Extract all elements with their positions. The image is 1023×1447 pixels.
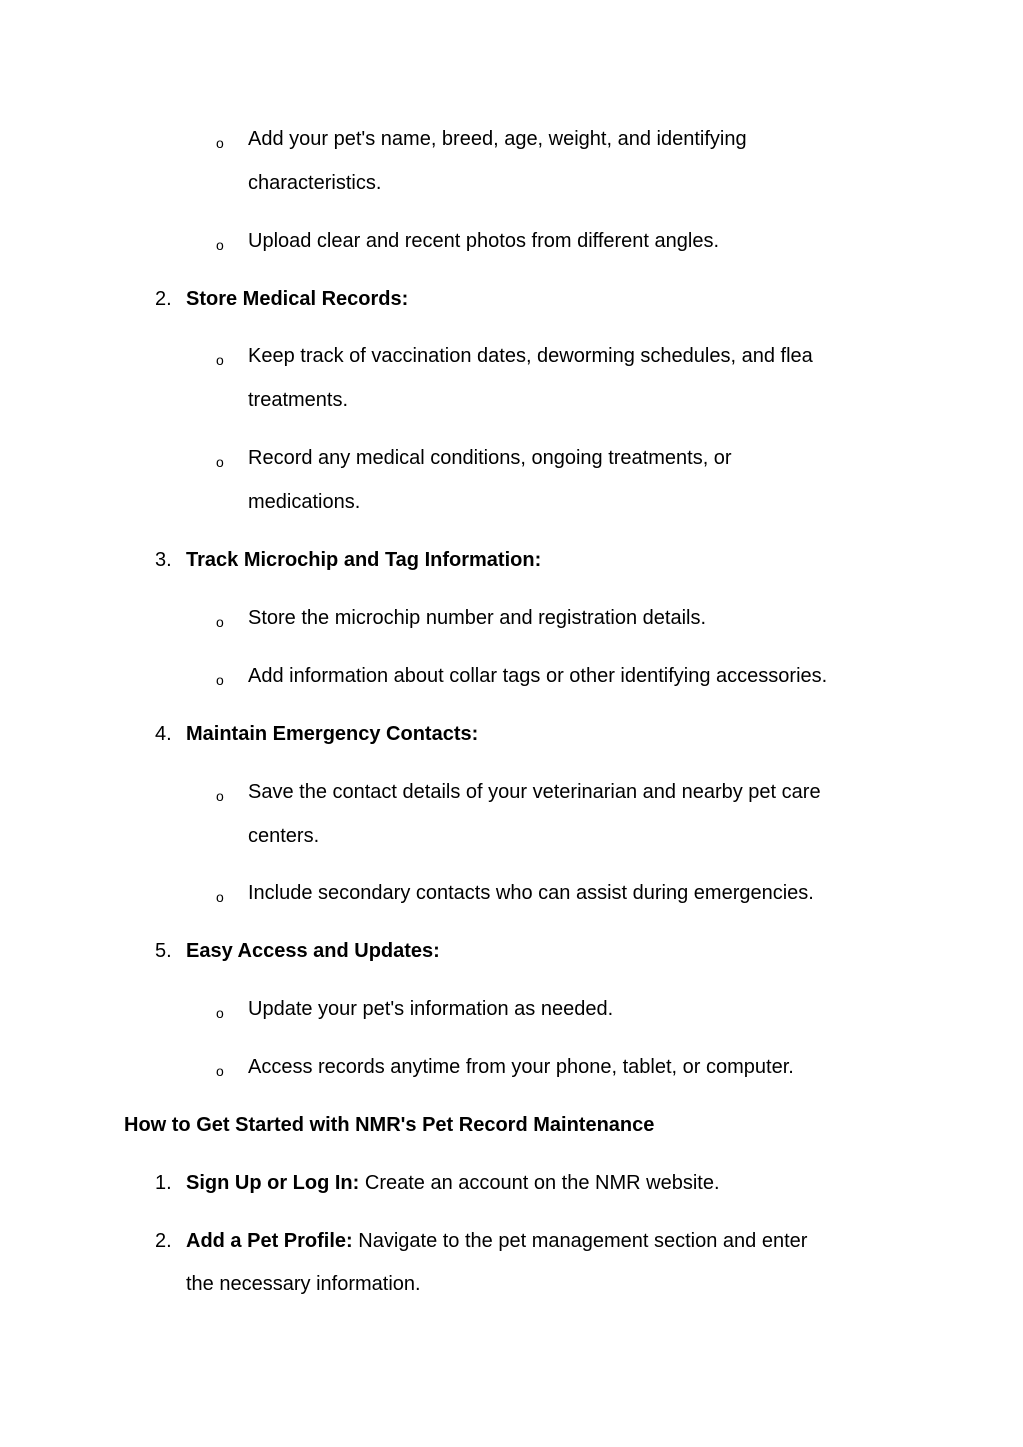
list-number: 3.: [155, 549, 172, 571]
bullet-marker: o: [216, 1005, 224, 1021]
step-text: Navigate to the pet management section and enter: [352, 1230, 808, 1252]
list-item-title: Maintain Emergency Contacts:: [186, 723, 479, 745]
list-number: 2.: [155, 288, 172, 310]
bullet-marker: o: [216, 237, 224, 253]
bullet-text: Add information about collar tags or other identifying accessories.: [248, 665, 828, 687]
bullet-text: Add your pet's name, breed, age, weight, and identifying: [248, 128, 747, 150]
bullet-marker: o: [216, 454, 224, 470]
list-item-title: Easy Access and Updates:: [186, 940, 440, 962]
list-number: 1.: [155, 1172, 172, 1194]
bullet-text: Save the contact details of your veterinarian and nearby pet care: [248, 781, 821, 803]
bullet-text: Record any medical conditions, ongoing treatments, or: [248, 447, 732, 469]
bullet-marker: o: [216, 352, 224, 368]
list-number: 2.: [155, 1230, 172, 1252]
bullet-marker: o: [216, 614, 224, 630]
bullet-text: Store the microchip number and registration details.: [248, 607, 707, 629]
list-item-title: Track Microchip and Tag Information:: [186, 549, 542, 571]
list-number: 4.: [155, 723, 172, 745]
list-number: 5.: [155, 940, 172, 962]
bullet-marker: o: [216, 672, 224, 688]
bullet-text: Keep track of vaccination dates, deworming schedules, and flea: [248, 345, 813, 367]
bullet-marker: o: [216, 1063, 224, 1079]
bullet-text: centers.: [248, 825, 320, 847]
bullet-marker: o: [216, 889, 224, 905]
bullet-text: treatments.: [248, 389, 349, 411]
step-text: Create an account on the NMR website.: [359, 1172, 720, 1194]
bullet-text: Upload clear and recent photos from different angles.: [248, 230, 720, 252]
bullet-marker: o: [216, 788, 224, 804]
section-heading: How to Get Started with NMR's Pet Record Maintenance: [124, 1114, 655, 1136]
bullet-marker: o: [216, 135, 224, 151]
step-line: [186, 1228, 807, 1254]
bullet-text: medications.: [248, 491, 361, 513]
bullet-text: characteristics.: [248, 172, 382, 194]
bullet-text: Update your pet's information as needed.: [248, 998, 614, 1020]
list-item-title: Store Medical Records:: [186, 288, 409, 310]
bullet-text: Access records anytime from your phone, tablet, or computer.: [248, 1056, 794, 1078]
step-text-continued: the necessary information.: [186, 1273, 421, 1295]
step-line: [186, 1170, 720, 1196]
bullet-text: Include secondary contacts who can assist during emergencies.: [248, 882, 814, 904]
step-label: Add a Pet Profile:: [186, 1230, 353, 1252]
step-label: Sign Up or Log In:: [186, 1172, 360, 1194]
